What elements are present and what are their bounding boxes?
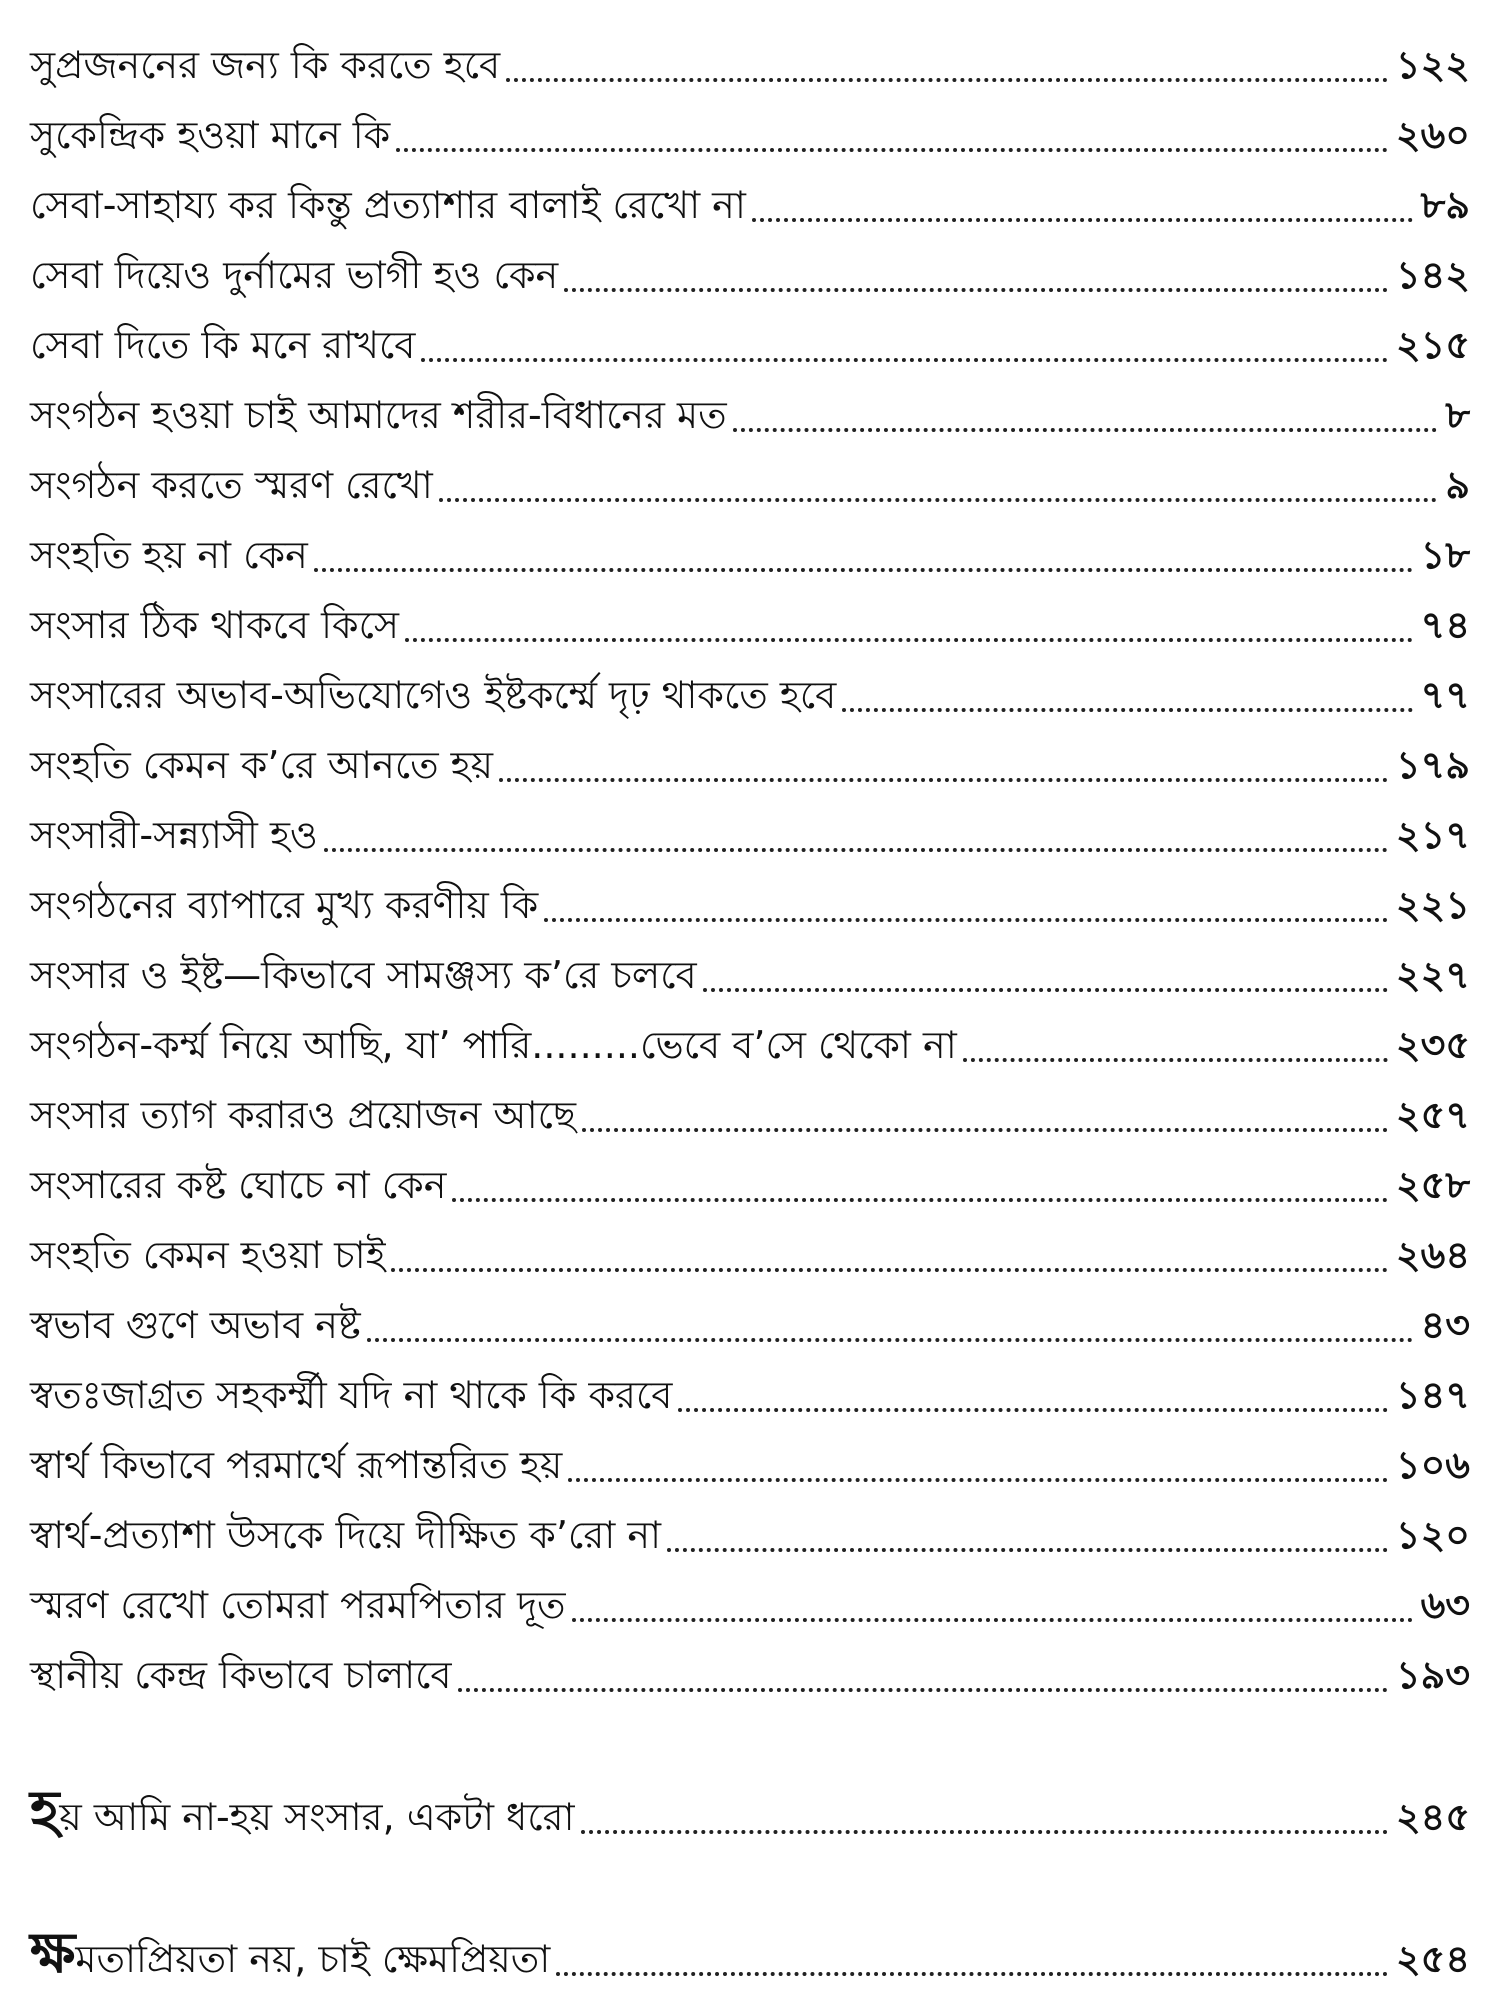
entry-title: সংসার ত্যাগ করারও প্রয়োজন আছে — [30, 1093, 576, 1137]
entry-title: সংগঠন-কর্ম্ম নিয়ে আছি, যা’ পারি.........ভেবে ব’সে থেকো না — [30, 1023, 957, 1067]
toc-entry — [30, 1921, 1470, 1994]
entry-page: ৬৩ — [1420, 1583, 1470, 1627]
dot-leader — [678, 1408, 1388, 1412]
entry-page: ১২২ — [1395, 43, 1470, 87]
group-spacer — [30, 1710, 1470, 1782]
dot-leader — [963, 1058, 1388, 1062]
toc-entry — [30, 240, 1470, 310]
entry-title: সংসারের কষ্ট ঘোচে না কেন — [30, 1163, 447, 1207]
entry-title: স্মরণ রেখো তোমরা পরমপিতার দূত — [30, 1583, 566, 1627]
toc-entry — [30, 660, 1470, 730]
toc-entry — [30, 1010, 1470, 1080]
entry-title: সেবা দিয়েও দুর্নামের ভাগী হও কেন — [30, 253, 559, 297]
entry-page: ২৫৮ — [1395, 1163, 1470, 1207]
dot-leader — [314, 568, 1413, 572]
toc-group-ksha — [30, 1921, 1470, 1994]
toc-group-ha — [30, 1779, 1470, 1852]
dot-leader — [544, 918, 1388, 922]
dot-leader — [667, 1548, 1388, 1552]
toc-entry — [30, 100, 1470, 170]
dot-leader — [582, 1128, 1388, 1132]
dot-leader — [367, 1338, 1413, 1342]
table-of-contents — [30, 30, 1470, 1994]
toc-group-sa — [30, 30, 1470, 1710]
entry-title: স্বতঃজাগ্রত সহকর্ম্মী যদি না থাকে কি করবে — [30, 1373, 673, 1417]
entry-page: ১৪২ — [1395, 253, 1470, 297]
dot-leader — [452, 1198, 1388, 1202]
entry-page: ৯ — [1445, 463, 1470, 507]
dot-leader — [506, 78, 1388, 82]
entry-title: সংহতি হয় না কেন — [30, 533, 308, 577]
dot-leader — [324, 848, 1388, 852]
entry-page: ৭৭ — [1420, 673, 1470, 717]
entry-page: ৪৩ — [1420, 1303, 1470, 1347]
section-initial: ক্ষ — [30, 1921, 76, 1986]
entry-page: ১৯৩ — [1395, 1653, 1470, 1697]
entry-title: সংগঠনের ব্যাপারে মুখ্য করণীয় কি — [30, 883, 539, 927]
dot-leader — [703, 988, 1388, 992]
toc-entry — [30, 520, 1470, 590]
dot-leader — [568, 1478, 1388, 1482]
toc-entry — [30, 380, 1470, 450]
entry-title: সংসারী-সন্ন্যাসী হও — [30, 813, 318, 857]
dot-leader — [405, 638, 1413, 642]
toc-entry — [30, 1080, 1470, 1150]
entry-page: ১০৬ — [1395, 1443, 1470, 1487]
entry-page: ৭৪ — [1420, 603, 1470, 647]
dot-leader — [439, 498, 1438, 502]
entry-page: ১৭৯ — [1395, 743, 1470, 787]
dot-leader — [572, 1618, 1413, 1622]
entry-page: ২৬০ — [1395, 113, 1470, 157]
entry-page: ৮৯ — [1420, 183, 1470, 227]
dot-leader — [564, 288, 1388, 292]
entry-title: স্বার্থ কিভাবে পরমার্থে রূপান্তরিত হয় — [30, 1443, 563, 1487]
toc-entry — [30, 450, 1470, 520]
toc-entry — [30, 730, 1470, 800]
dot-leader — [421, 358, 1388, 362]
dot-leader — [458, 1688, 1388, 1692]
toc-entry — [30, 1570, 1470, 1640]
entry-page: ২৬৪ — [1395, 1233, 1470, 1277]
toc-entry — [30, 1430, 1470, 1500]
entry-page: ১৪৭ — [1395, 1373, 1470, 1417]
toc-entry — [30, 1500, 1470, 1570]
toc-entry — [30, 1779, 1470, 1852]
entry-title — [30, 1777, 575, 1852]
entry-title: স্বভাব গুণে অভাব নষ্ট — [30, 1303, 361, 1347]
entry-title: সংগঠন হওয়া চাই আমাদের শরীর-বিধানের মত — [30, 393, 727, 437]
entry-title: সংহতি কেমন ক’রে আনতে হয় — [30, 743, 494, 787]
toc-entry — [30, 30, 1470, 100]
entry-title: সংগঠন করতে স্মরণ রেখো — [30, 463, 433, 507]
toc-entry — [30, 1360, 1470, 1430]
toc-entry — [30, 1220, 1470, 1290]
entry-title: সুপ্রজননের জন্য কি করতে হবে — [30, 43, 501, 87]
entry-page: ২৫৭ — [1395, 1093, 1470, 1137]
entry-page: ২৫৪ — [1395, 1937, 1470, 1981]
toc-entry — [30, 940, 1470, 1010]
entry-title: স্বার্থ-প্রত্যাশা উসকে দিয়ে দীক্ষিত ক’রো না — [30, 1513, 662, 1557]
entry-title: স্থানীয় কেন্দ্র কিভাবে চালাবে — [30, 1653, 452, 1697]
entry-page: ১৮ — [1420, 533, 1470, 577]
toc-entry — [30, 310, 1470, 380]
entry-page: ২১৭ — [1395, 813, 1470, 857]
section-initial: হ — [30, 1779, 60, 1844]
entry-title: সুকেন্দ্রিক হওয়া মানে কি — [30, 113, 391, 157]
dot-leader — [396, 148, 1388, 152]
dot-leader — [499, 778, 1388, 782]
entry-page: ২২৭ — [1395, 953, 1470, 997]
toc-entry — [30, 1640, 1470, 1710]
entry-page: ২১৫ — [1395, 323, 1470, 367]
entry-title-text: য় আমি না-হয় সংসার, একটা ধরো — [59, 1795, 575, 1839]
entry-title: সংসার ও ইষ্ট—কিভাবে সামঞ্জস্য ক’রে চলবে — [30, 953, 697, 997]
toc-entry — [30, 170, 1470, 240]
entry-title: সংসার ঠিক থাকবে কিসে — [30, 603, 399, 647]
entry-title — [30, 1919, 550, 1994]
toc-entry — [30, 800, 1470, 870]
toc-entry — [30, 1290, 1470, 1360]
dot-leader — [733, 428, 1438, 432]
dot-leader — [391, 1268, 1387, 1272]
entry-page: ২৪৫ — [1395, 1795, 1470, 1839]
entry-title: সেবা-সাহায্য কর কিন্তু প্রত্যাশার বালাই রেখো না — [30, 183, 746, 227]
entry-page: ২২১ — [1395, 883, 1470, 927]
entry-title-text: মতাপ্রিয়তা নয়, চাই ক্ষেমপ্রিয়তা — [75, 1937, 551, 1981]
entry-title: সংহতি কেমন হওয়া চাই — [30, 1233, 386, 1277]
entry-title: সংসারের অভাব-অভিযোগেও ইষ্টকর্ম্মে দৃঢ় থাকতে হবে — [30, 673, 837, 717]
dot-leader — [842, 708, 1412, 712]
toc-entry — [30, 870, 1470, 940]
dot-leader — [581, 1830, 1388, 1834]
dot-leader — [556, 1972, 1388, 1976]
entry-page: ২৩৫ — [1395, 1023, 1470, 1067]
group-spacer — [30, 1852, 1470, 1924]
toc-entry — [30, 1150, 1470, 1220]
entry-title: সেবা দিতে কি মনে রাখবে — [30, 323, 416, 367]
entry-page: ৮ — [1445, 393, 1470, 437]
entry-page: ১২০ — [1395, 1513, 1470, 1557]
dot-leader — [752, 218, 1413, 222]
toc-entry — [30, 590, 1470, 660]
